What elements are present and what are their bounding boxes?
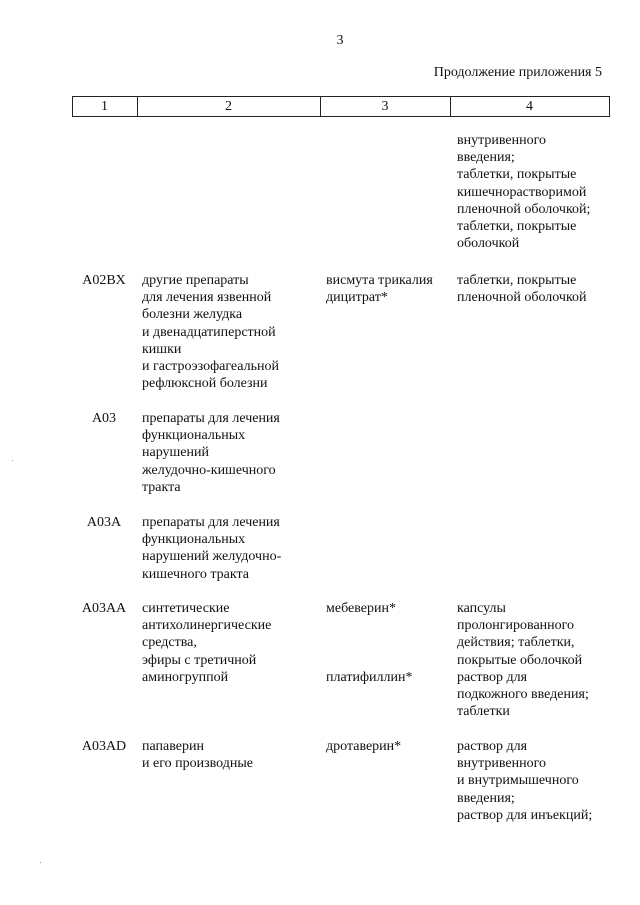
group-name-cell: препараты для лечения функциональных нарушений желудочно-кишечного тракта bbox=[142, 411, 280, 495]
atc-code-cell: A03AD bbox=[81, 739, 127, 754]
table-header-divider bbox=[609, 96, 610, 116]
group-name-cell: синтетические антихолинергические средства, эфиры с третичной аминогруппой bbox=[142, 601, 272, 685]
drug-name-cell: висмута трикалия дицитрат* bbox=[326, 273, 433, 306]
dosage-form-cell: раствор для внутривенного и внутримышечного введения; раствор для инъекций; bbox=[457, 739, 593, 823]
drug-name-cell: мебеверин* bbox=[326, 601, 396, 616]
group-name-cell: папаверин и его производные bbox=[142, 739, 253, 772]
dosage-form-cell: внутривенного введения; таблетки, покрытые кишечнорастворимой пленочной оболочкой; таблетки, покрытые оболочкой bbox=[457, 133, 591, 252]
scan-speck bbox=[12, 460, 13, 461]
table-header-bottom-rule bbox=[72, 116, 610, 117]
table-header-top-rule bbox=[72, 96, 610, 97]
atc-code-cell: A03 bbox=[91, 411, 117, 426]
continuation-title: Продолжение приложения 5 bbox=[433, 65, 602, 80]
atc-code-cell: A03A bbox=[86, 515, 122, 530]
column-header-4: 4 bbox=[526, 99, 533, 114]
column-header-1: 1 bbox=[101, 99, 108, 114]
atc-code-cell: A02BX bbox=[82, 273, 126, 288]
dosage-form-cell: капсулы пролонгированного действия; таблетки, покрытые оболочкой bbox=[457, 601, 583, 668]
drug-name-cell: платифиллин* bbox=[326, 670, 413, 685]
drug-name-cell: дротаверин* bbox=[326, 739, 402, 754]
page-number: 3 bbox=[336, 33, 344, 48]
dosage-form-cell: раствор для подкожного введения; таблетки bbox=[457, 670, 589, 720]
atc-code-cell: A03AA bbox=[81, 601, 127, 616]
column-header-3: 3 bbox=[381, 99, 389, 114]
scan-speck bbox=[40, 862, 41, 863]
group-name-cell: другие препараты для лечения язвенной болезни желудка и двенадцатиперстной кишки и гастроэзофагеальной рефлюксной болезни bbox=[142, 273, 279, 392]
group-name-cell: препараты для лечения функциональных нарушений желудочно- кишечного тракта bbox=[142, 515, 282, 582]
column-header-2: 2 bbox=[225, 99, 232, 114]
dosage-form-cell: таблетки, покрытые пленочной оболочкой bbox=[457, 273, 587, 306]
